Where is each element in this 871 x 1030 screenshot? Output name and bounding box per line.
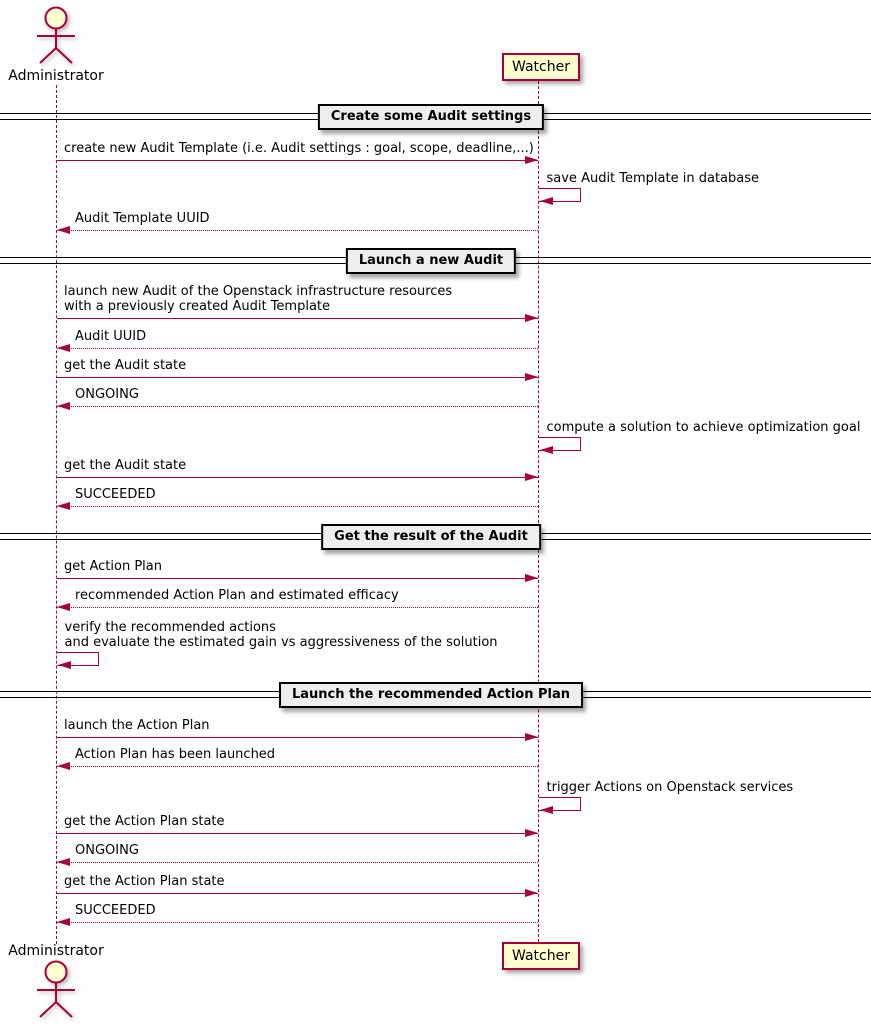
message-text: SUCCEEDED	[75, 903, 156, 918]
message-text: save Audit Template in database	[546, 171, 759, 186]
message-arrow-line	[57, 318, 538, 319]
message-text: get Action Plan	[64, 559, 162, 574]
message-arrowhead	[525, 373, 538, 381]
message-arrowhead	[57, 502, 70, 510]
message-text: get the Audit state	[64, 458, 187, 473]
message-arrow-line	[57, 893, 538, 894]
participant-watcher-label-bottom: Watcher	[512, 948, 570, 964]
message-arrowhead	[525, 574, 538, 582]
message-arrowhead	[525, 473, 538, 481]
message-arrow-line	[57, 477, 538, 478]
message-text: create new Audit Template (i.e. Audit settings : goal, scope, deadline,...)	[64, 141, 534, 156]
message-arrowhead	[525, 314, 538, 322]
message-arrowhead	[57, 762, 70, 770]
message-arrowhead	[525, 889, 538, 897]
actor-administrator-label-bottom: Administrator	[8, 943, 104, 959]
message-text: get the Action Plan state	[64, 814, 225, 829]
message-arrow-line	[57, 348, 538, 349]
message-arrow-line	[57, 922, 538, 923]
message-arrowhead	[525, 156, 538, 164]
message-text: compute a solution to achieve optimization goal	[546, 420, 861, 435]
participant-watcher	[502, 53, 580, 81]
message-arrow-line	[57, 737, 538, 738]
actor-administrator-icon	[33, 6, 79, 66]
message-arrowhead	[57, 858, 70, 866]
message-arrowhead	[57, 603, 70, 611]
message-arrow-line	[57, 862, 538, 863]
section-divider-label: Launch a new Audit	[346, 248, 516, 274]
actor-administrator-label: Administrator	[8, 68, 104, 84]
message-text: launch new Audit of the Openstack infrastructure resources with a previously created Audit Template	[64, 284, 453, 314]
message-text: launch the Action Plan	[64, 718, 210, 733]
message-arrow-line	[57, 406, 538, 407]
lifeline-administrator	[56, 85, 57, 944]
message-arrow-line	[57, 377, 538, 378]
self-message-arrowhead	[540, 806, 553, 814]
message-arrow-line	[57, 766, 538, 767]
message-text: SUCCEEDED	[75, 487, 156, 502]
message-arrow-line	[57, 578, 538, 579]
message-arrowhead	[525, 829, 538, 837]
message-text: trigger Actions on Openstack services	[546, 780, 794, 795]
self-message-arrowhead	[58, 661, 71, 669]
message-text: recommended Action Plan and estimated efficacy	[75, 588, 399, 603]
message-arrowhead	[57, 226, 70, 234]
message-text: get the Audit state	[64, 358, 187, 373]
self-message-arrowhead	[540, 197, 553, 205]
section-divider-label: Get the result of the Audit	[321, 524, 541, 550]
message-arrowhead	[57, 344, 70, 352]
self-message-arrowhead	[540, 446, 553, 454]
message-arrow-line	[57, 833, 538, 834]
message-arrow-line	[57, 607, 538, 608]
message-arrow-line	[57, 230, 538, 231]
message-arrowhead	[57, 402, 70, 410]
message-arrow-line	[57, 160, 538, 161]
message-text: verify the recommended actions and evaluate the estimated gain vs aggressiveness of the solution	[64, 620, 498, 650]
section-divider-label: Launch the recommended Action Plan	[279, 682, 583, 708]
message-text: ONGOING	[75, 843, 139, 858]
message-text: Action Plan has been launched	[75, 747, 276, 762]
message-text: Audit Template UUID	[75, 211, 210, 226]
message-arrowhead	[525, 733, 538, 741]
actor-administrator-icon-bottom	[33, 960, 79, 1020]
message-arrow-line	[57, 506, 538, 507]
participant-watcher-label: Watcher	[512, 59, 570, 75]
message-text: ONGOING	[75, 387, 139, 402]
message-text: Audit UUID	[75, 329, 147, 344]
participant-watcher-bottom	[502, 942, 580, 970]
message-arrowhead	[57, 918, 70, 926]
section-divider-label: Create some Audit settings	[318, 104, 544, 130]
message-text: get the Action Plan state	[64, 874, 225, 889]
